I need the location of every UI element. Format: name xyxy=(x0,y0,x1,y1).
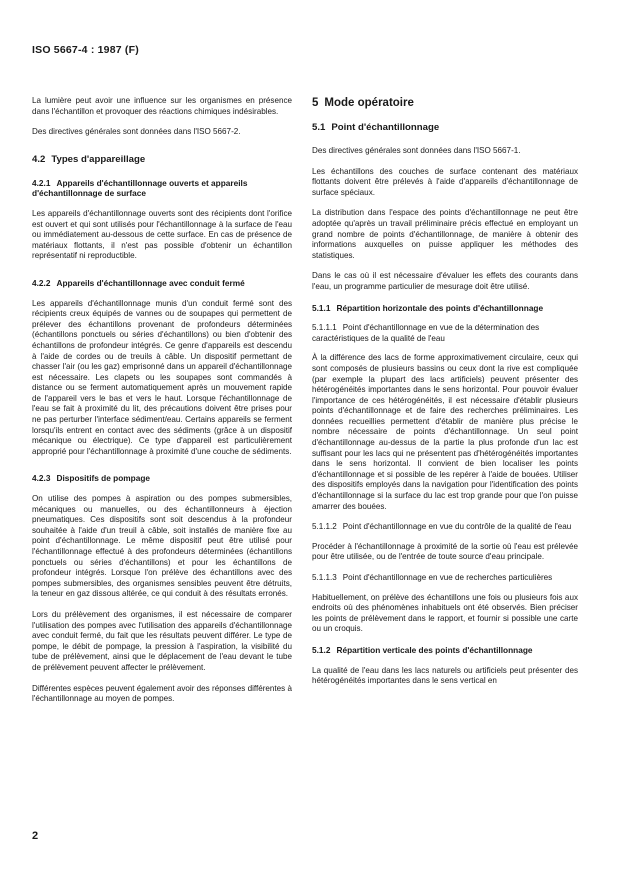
section-5-heading xyxy=(312,96,578,110)
section-number: 4.2.1 xyxy=(32,177,51,188)
intro-paragraph-2: Des directives générales sont données dans l'ISO 5667-2. xyxy=(32,127,241,137)
section-number: 5.1 xyxy=(312,122,326,133)
section-5-1-paragraph-2: Les échantillons des couches de surface contenant des matériaux flottants doivent être prélevés à l'aide d'appareils d'échantillonnage de surface spéciaux. xyxy=(312,166,578,197)
section-title: Répartition horizontale des points d'échantillonnage xyxy=(336,302,544,313)
section-title: Types d'appareillage xyxy=(51,153,146,165)
section-number: 5.1.1.1 xyxy=(312,323,337,333)
section-title: Point d'échantillonnage en vue du contrôle de la qualité de l'eau xyxy=(342,522,572,532)
section-5-1-paragraph-3: La distribution dans l'espace des points d'échantillonnage ne peut être adoptée qu'après un travail préliminaire précis effectué en employant un grand nombre de points d'échantillonnage, de manière à obtenir des informations auxquelles on puisse appliquer les méthodes des statistiques. xyxy=(312,208,578,260)
section-5-1-1-heading xyxy=(312,303,578,314)
section-4-2-heading xyxy=(32,154,292,166)
section-title: Point d'échantillonnage en vue de recherches particulières xyxy=(342,573,553,582)
section-5-1-heading xyxy=(312,122,578,134)
left-column xyxy=(32,96,292,715)
section-4-2-3-paragraph-3: Différentes espèces peuvent également avoir des réponses différentes à l'échantillonnage au moyen de pompes. xyxy=(32,683,292,704)
section-number: 4.2.3 xyxy=(32,473,51,484)
section-title: Appareils d'échantillonnage ouverts et appareils d'échantillonnage de surface xyxy=(32,177,248,199)
section-4-2-1-paragraph: Les appareils d'échantillonnage ouverts sont des récipients dont l'orifice est ouvert et qui sont utilisés pour l'échantillonnage à la surface de l'eau ou immédiatement au-dessous de cette surface. En cas de présence de matériaux flottants, il n'est pas possible d'obtenir un échantillon représentatif ni reproductible. xyxy=(32,208,292,261)
section-4-2-3-heading xyxy=(32,473,292,484)
section-4-2-1-heading xyxy=(32,178,292,199)
section-4-2-3-paragraph-1: On utilise des pompes à aspiration ou des pompes submersibles, mécaniques ou manuelles, ou des échantillonneurs à éjection pneumatiques. Ces dispositifs sont soit descendus à la profondeur souhaitée à l'aide d'un treuil à câble, soit installés de manière fixe au point d'échantillonnage. Le même dispositif peut être utilisé pour l'échantillonnage effectué à des profondeurs déterminées (échantillons ponctuels ou séries d'échantillons) et pour les échantillons de profondeur intégrés. Lorsque l'on prélève des échantillons avec des pompes submersibles, des organismes sensibles peuvent être détruits, la teneur en gaz dissous altérée, ce qui conduit à des résultats erronés. xyxy=(32,494,292,599)
section-number: 5.1.2 xyxy=(312,644,331,655)
section-5-1-1-2-heading xyxy=(312,522,578,533)
section-5-1-1-3-heading xyxy=(312,573,578,584)
section-title: Appareils d'échantillonnage avec conduit fermé xyxy=(56,277,245,288)
section-5-1-1-1-paragraph: À la différence des lacs de forme approximativement circulaire, ceux qui sont composés de plusieurs bassins ou ceux dont la rive est compliquée (par exemple la plupart des lacs artificiels) peuvent présenter des hétérogénéités importantes dans le sens horizontal. Pour pouvoir évaluer l'importance de ces hétérogénéités, il est nécessaire d'établir plusieurs points d'échantillonnage et de faire des recherches préliminaires. Les données recueillies permettent d'établir de manière plus précise le nombre nécessaire de points d'échantillonnage. Un seul point d'échantillonnage au-dessus de la partie la plus profonde d'un lac est suffisant pour les lacs qui ne présentent pas d'hétérogénéités importantes dans le sens horizontal. Il convient de bien localiser les points d'échantillonnage et si possible de les repérer à l'aide de bouées. Utiliser des dispositifs employés dans la navigation pour l'identification des points d'échantillonnage si la surface du lac est trop grande pour que l'on puisse amarrer des bouées. xyxy=(312,353,578,511)
section-title: Mode opératoire xyxy=(324,97,414,109)
section-number: 4.2.2 xyxy=(32,277,51,288)
section-title: Point d'échantillonnage en vue de la détermination des caractéristiques de la qualité de l'eau xyxy=(312,323,540,343)
document-header: ISO 5667-4 : 1987 (F) xyxy=(32,44,139,56)
section-4-2-2-heading xyxy=(32,278,292,289)
section-5-1-2-paragraph: La qualité de l'eau dans les lacs naturels ou artificiels peut présenter des hétérogénéités importantes dans le sens vertical en xyxy=(312,665,578,686)
section-5-1-1-1-heading xyxy=(312,323,578,344)
section-title: Point d'échantillonnage xyxy=(331,122,440,133)
section-number: 5.1.1.2 xyxy=(312,522,337,532)
section-4-2-2-paragraph: Les appareils d'échantillonnage munis d'un conduit fermé sont des récipients creux équipés de vannes ou de soupapes qui permettent de prélever des échantillons provenant de profondeurs déterminées (échantillons ponctuels ou séries d'échantillons) ou bien d'obtenir des échantillons de profondeur intégrés. Ce genre d'appareils est descendu à l'aide de cordes ou de treuils à câble. Un dispositif permettant de chasser l'air (ou les gaz) emprisonné dans un appareil d'échantillonnage est nécessaire. Les clapets ou les soupapes sont commandés à distance ou se ferment automatiquement après un mouvement rapide de l'appareil vers le bas et vers le haut. Lorsque l'échantillonnage de l'eau se fait à proximité du lit, des précautions doivent être prises pour ne pas perturber l'interface sédiment/eau. Certains appareils se ferment lorsqu'ils entrent en contact avec des sédiments (grâce à un dispositif mécanique ou électrique). Ce type d'appareil est particulièrement approprié pour l'échantillonnage à proximité d'une couche de sédiments. xyxy=(32,298,292,456)
section-number: 5 xyxy=(312,97,319,109)
intro-paragraph-1: La lumière peut avoir une influence sur les organismes en présence dans l'échantillon et provoquer des réactions chimiques indésirables. xyxy=(32,96,292,116)
section-number: 5.1.1.3 xyxy=(312,573,337,582)
section-5-1-paragraph-4: Dans le cas où il est nécessaire d'évaluer les effets des courants dans l'eau, un programme particulier de mesurage doit être utilisé. xyxy=(312,271,578,291)
section-title: Répartition verticale des points d'échantillonnage xyxy=(336,644,533,655)
right-column xyxy=(312,96,578,697)
section-4-2-3-paragraph-2: Lors du prélèvement des organismes, il est nécessaire de comparer l'utilisation des pompes avec l'utilisation des appareils d'échantillonnage avec conduit fermé, du fait que les résultats peuvent différer. Le type de pompe, le débit de pompage, la pression à l'aspiration, la visibilité du tube de prélèvement, ainsi que le déplacement de l'eau devant le tube de prélèvement peuvent affecter le prélèvement. xyxy=(32,609,292,672)
section-title: Dispositifs de pompage xyxy=(56,473,151,484)
page-number: 2 xyxy=(32,830,39,842)
section-number: 5.1.1 xyxy=(312,302,331,313)
section-5-1-1-3-paragraph: Habituellement, on prélève des échantillons une fois ou plusieurs fois aux endroits où des phénomènes inhabituels ont été observés. Bien préciser les points de prélèvement dans le rapport, et fournir si possible une carte ou un croquis. xyxy=(312,592,578,634)
section-number: 4.2 xyxy=(32,153,46,165)
section-5-1-1-2-paragraph: Procéder à l'échantillonnage à proximité de la sortie où l'eau est prélevée pour être utilisée, ou de l'entrée de toute source d'eau principale. xyxy=(312,541,578,562)
section-5-1-paragraph-1: Des directives générales sont données dans l'ISO 5667-1. xyxy=(312,146,521,155)
section-5-1-2-heading xyxy=(312,645,578,656)
